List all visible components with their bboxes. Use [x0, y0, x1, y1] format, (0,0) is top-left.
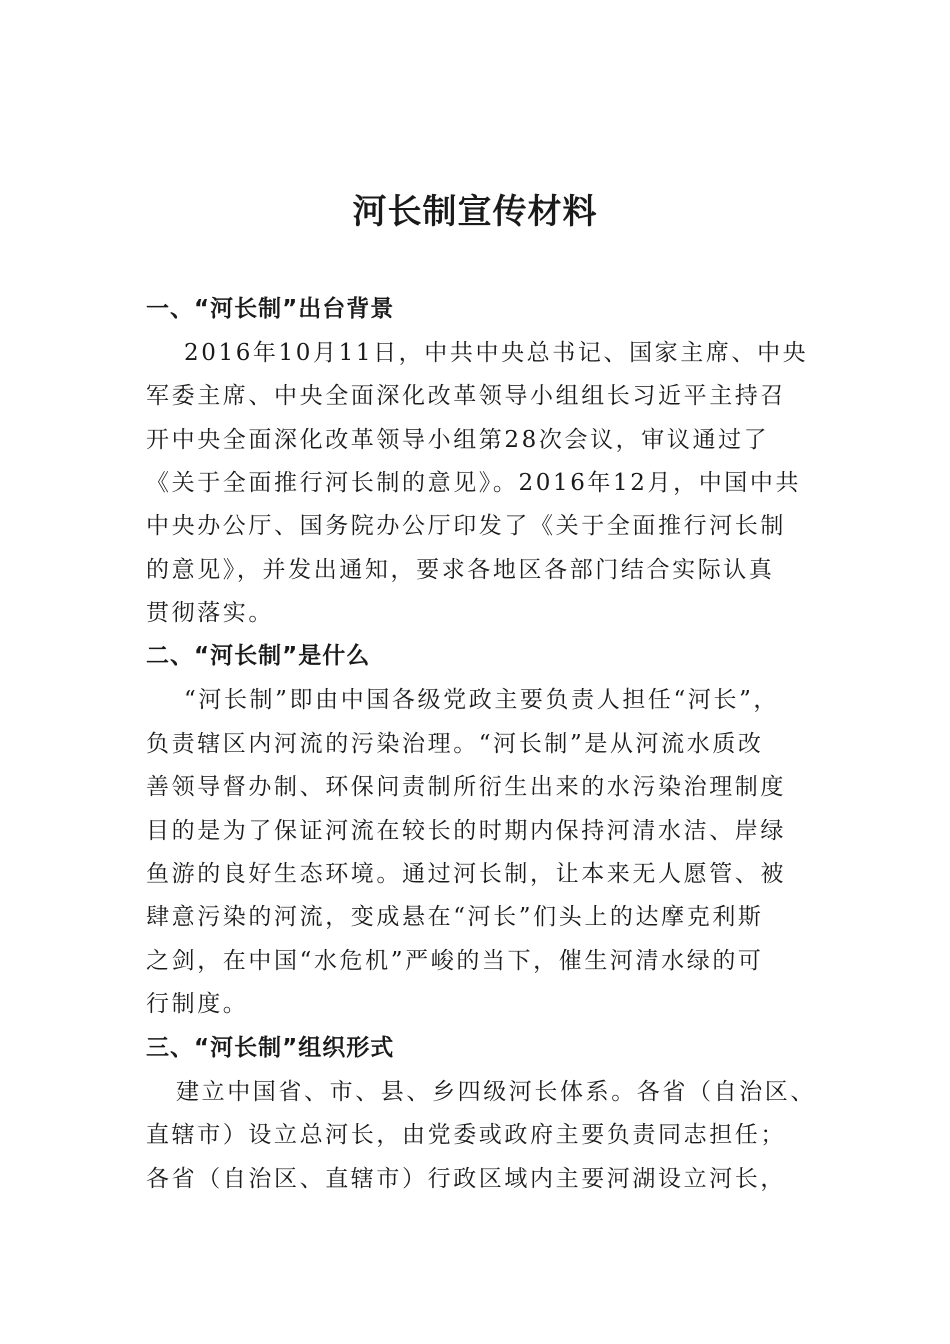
- section-3-heading: 三、“河长制”组织形式: [146, 1035, 395, 1061]
- section-2-line-6: 肆意污染的河流，变成悬在“河长”们头上的达摩克利斯: [146, 904, 764, 930]
- section-1-heading: 一、“河长制”出台背景: [146, 296, 395, 322]
- section-2-line-5: 鱼游的良好生态环境。通过河长制，让本来无人愿管、被: [146, 861, 786, 887]
- section-1-line-2: 军委主席、中央全面深化改革领导小组组长习近平主持召: [146, 383, 786, 409]
- section-1-line-4: 《关于全面推行河长制的意见》。2016年12月，中国中共: [146, 470, 802, 496]
- section-2-line-8: 行制度。: [146, 991, 249, 1017]
- section-2-line-2: 负责辖区内河流的污染治理。“河长制”是从河流水质改: [146, 731, 764, 757]
- section-3-line-3: 各省（自治区、直辖市）行政区域内主要河湖设立河长，: [146, 1166, 786, 1192]
- section-2-line-3: 善领导督办制、环保问责制所衍生出来的水污染治理制度: [146, 774, 786, 800]
- document-title: 河长制宣传材料: [352, 192, 598, 232]
- section-2-line-4: 目的是为了保证河流在较长的时期内保持河清水洁、岸绿: [146, 818, 786, 844]
- section-1-line-1: 2016年10月11日，中共中央总书记、国家主席、中央: [184, 340, 809, 366]
- section-2-line-1: “河长制”即由中国各级党政主要负责人担任“河长”，: [184, 687, 780, 713]
- section-3-line-1: 建立中国省、市、县、乡四级河长体系。各省（自治区、: [176, 1079, 816, 1105]
- section-2-line-7: 之剑，在中国“水危机”严峻的当下，催生河清水绿的可: [146, 948, 764, 974]
- section-3-line-2: 直辖市）设立总河长，由党委或政府主要负责同志担任；: [146, 1122, 786, 1148]
- section-2-heading: 二、“河长制”是什么: [146, 643, 371, 669]
- section-1-line-3: 开中央全面深化改革领导小组第28次会议，审议通过了: [146, 427, 770, 453]
- section-1-line-5: 中央办公厅、国务院办公厅印发了《关于全面推行河长制: [146, 513, 786, 539]
- section-1-line-7: 贯彻落实。: [146, 600, 274, 626]
- section-1-line-6: 的意见》，并发出通知，要求各地区各部门结合实际认真: [146, 557, 775, 583]
